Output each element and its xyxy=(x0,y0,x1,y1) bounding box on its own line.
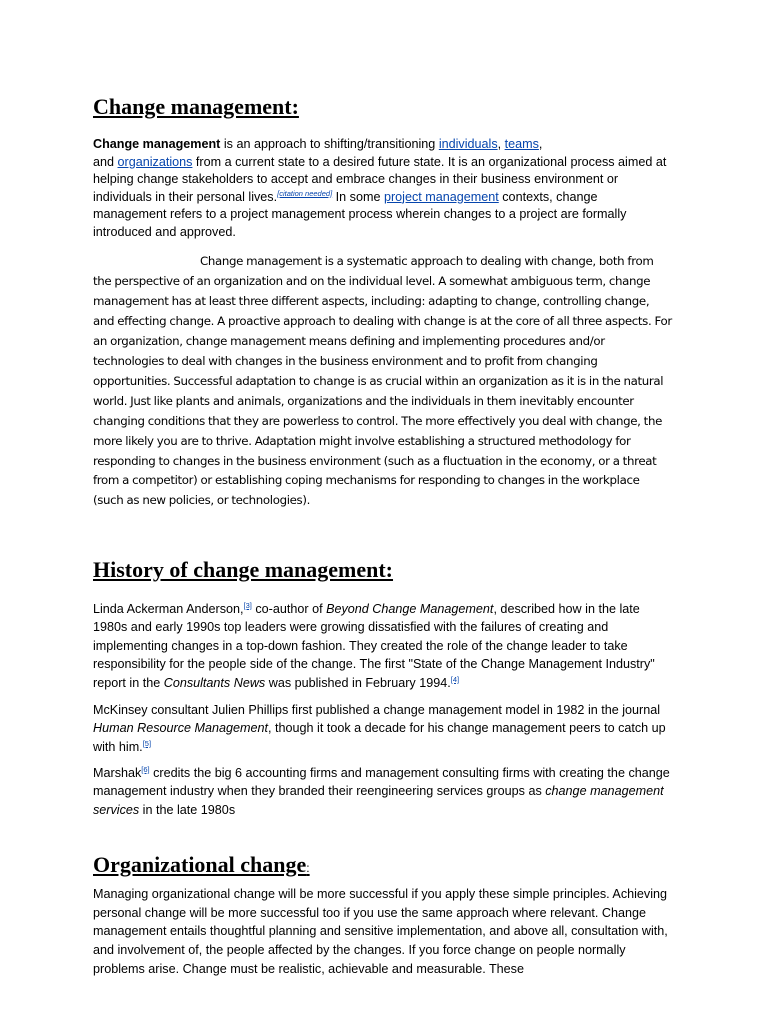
systematic-approach-paragraph: Change management is a systematic approach to dealing with change, both from the perspective of an organization and on the individual level. A somewhat ambiguous term, change management has at least three different aspects, including: adapting to change, controlling change, and effecting change. A proactive approach to dealing with change is at the core of all three aspects. For an organization, change management means defining and implementing procedures and/or technologies to deal with changes in the business environment and to profit from changing opportunities. Successful adaptation to change is as crucial within an organization as it is in the natural world. Just like plants and animals, organizations and the individuals in them inevitably encounter changing conditions that they are powerless to control. The more effectively you deal with change, the more likely you are to thrive. Adaptation might involve establishing a structured methodology for responding to changes in the business environment (such as a fluctuation in the economy, or a threat from a competitor) or establishing coping mechanisms for responding to changes in the workplace (such as new policies, or technologies). xyxy=(93,254,672,508)
heading-organizational-change xyxy=(93,852,310,881)
link-teams[interactable]: teams xyxy=(504,137,539,151)
bold-term: Change management xyxy=(93,137,221,151)
book-title: Beyond Change Management xyxy=(326,602,494,616)
text-run: from a current state to a desired future state. It is an organizational process aimed at helping change stakeholders to accept and embrace changes in their business environment or individuals in their personal lives. xyxy=(93,154,667,204)
text-run: , described how in the late 1980s and early 1990s top leaders were growing dissatisfied with the failures of creating and implementing changes in a top-down fashion. They created the role of the change leader to take responsibility for the people side of the change. The first "State of the Change Management Industry" report in the xyxy=(93,602,655,690)
link-project-management[interactable]: project management xyxy=(383,189,499,204)
reference-6-link[interactable]: [6] xyxy=(141,765,150,774)
heading-history: History of change management: xyxy=(93,557,394,582)
text-run: , xyxy=(497,137,505,151)
text-run: , xyxy=(538,137,543,151)
text-run: In some xyxy=(332,189,384,204)
heading-text: Organizational change xyxy=(93,852,307,877)
reference-5-link[interactable]: [5] xyxy=(142,738,152,748)
journal-title: Human Resource Management xyxy=(93,721,269,736)
reference-4-link[interactable]: [4] xyxy=(450,674,460,684)
text-run: is an approach to shifting/transitioning xyxy=(220,137,439,151)
heading-colon: : xyxy=(306,861,310,875)
journal-title: Consultants News xyxy=(163,675,266,690)
emphasized-term: change management services xyxy=(93,784,664,817)
history-paragraph-1 xyxy=(93,600,673,692)
text-run: Linda Ackerman Anderson, xyxy=(93,602,244,616)
link-organizations[interactable]: organizations xyxy=(117,154,193,169)
organizational-change-paragraph: Managing organizational change will be more successful if you apply these simple principles. Achieving personal change will be more successful too if you use the same approach where relevant. Change management entails thoughtful planning and sensitive implementation, and above all, consultation with, and involvement of, the people affected by the changes. If you force change on people normally problems arise. Change must be realistic, achievable and measurable. These xyxy=(93,887,668,976)
text-run: , though it took a decade for his change management peers to catch up with him. xyxy=(93,721,666,754)
text-run: Marshak xyxy=(93,766,142,780)
text-run: co-author of xyxy=(251,602,327,616)
citation-needed-link[interactable]: [citation needed] xyxy=(277,188,333,198)
history-paragraph-2 xyxy=(93,701,673,756)
heading-change-management: Change management: xyxy=(93,94,299,119)
text-run: and xyxy=(93,154,118,169)
text-run: McKinsey consultant Julien Phillips first published a change management model in 1982 in the journal xyxy=(93,703,661,717)
text-run: contexts, change management refers to a project management process wherein changes to a project are formally introduced and approved. xyxy=(93,189,627,239)
intro-paragraph xyxy=(93,136,673,242)
link-individuals[interactable]: individuals xyxy=(438,137,498,151)
history-paragraph-3 xyxy=(93,764,673,819)
text-run: credits the big 6 accounting firms and management consulting firms with creating the change management industry when they branded their reengineering services groups as xyxy=(93,766,670,799)
reference-3-link[interactable]: [3] xyxy=(243,601,252,610)
text-run: was published in February 1994. xyxy=(265,675,451,690)
text-run: in the late 1980s xyxy=(139,802,236,817)
